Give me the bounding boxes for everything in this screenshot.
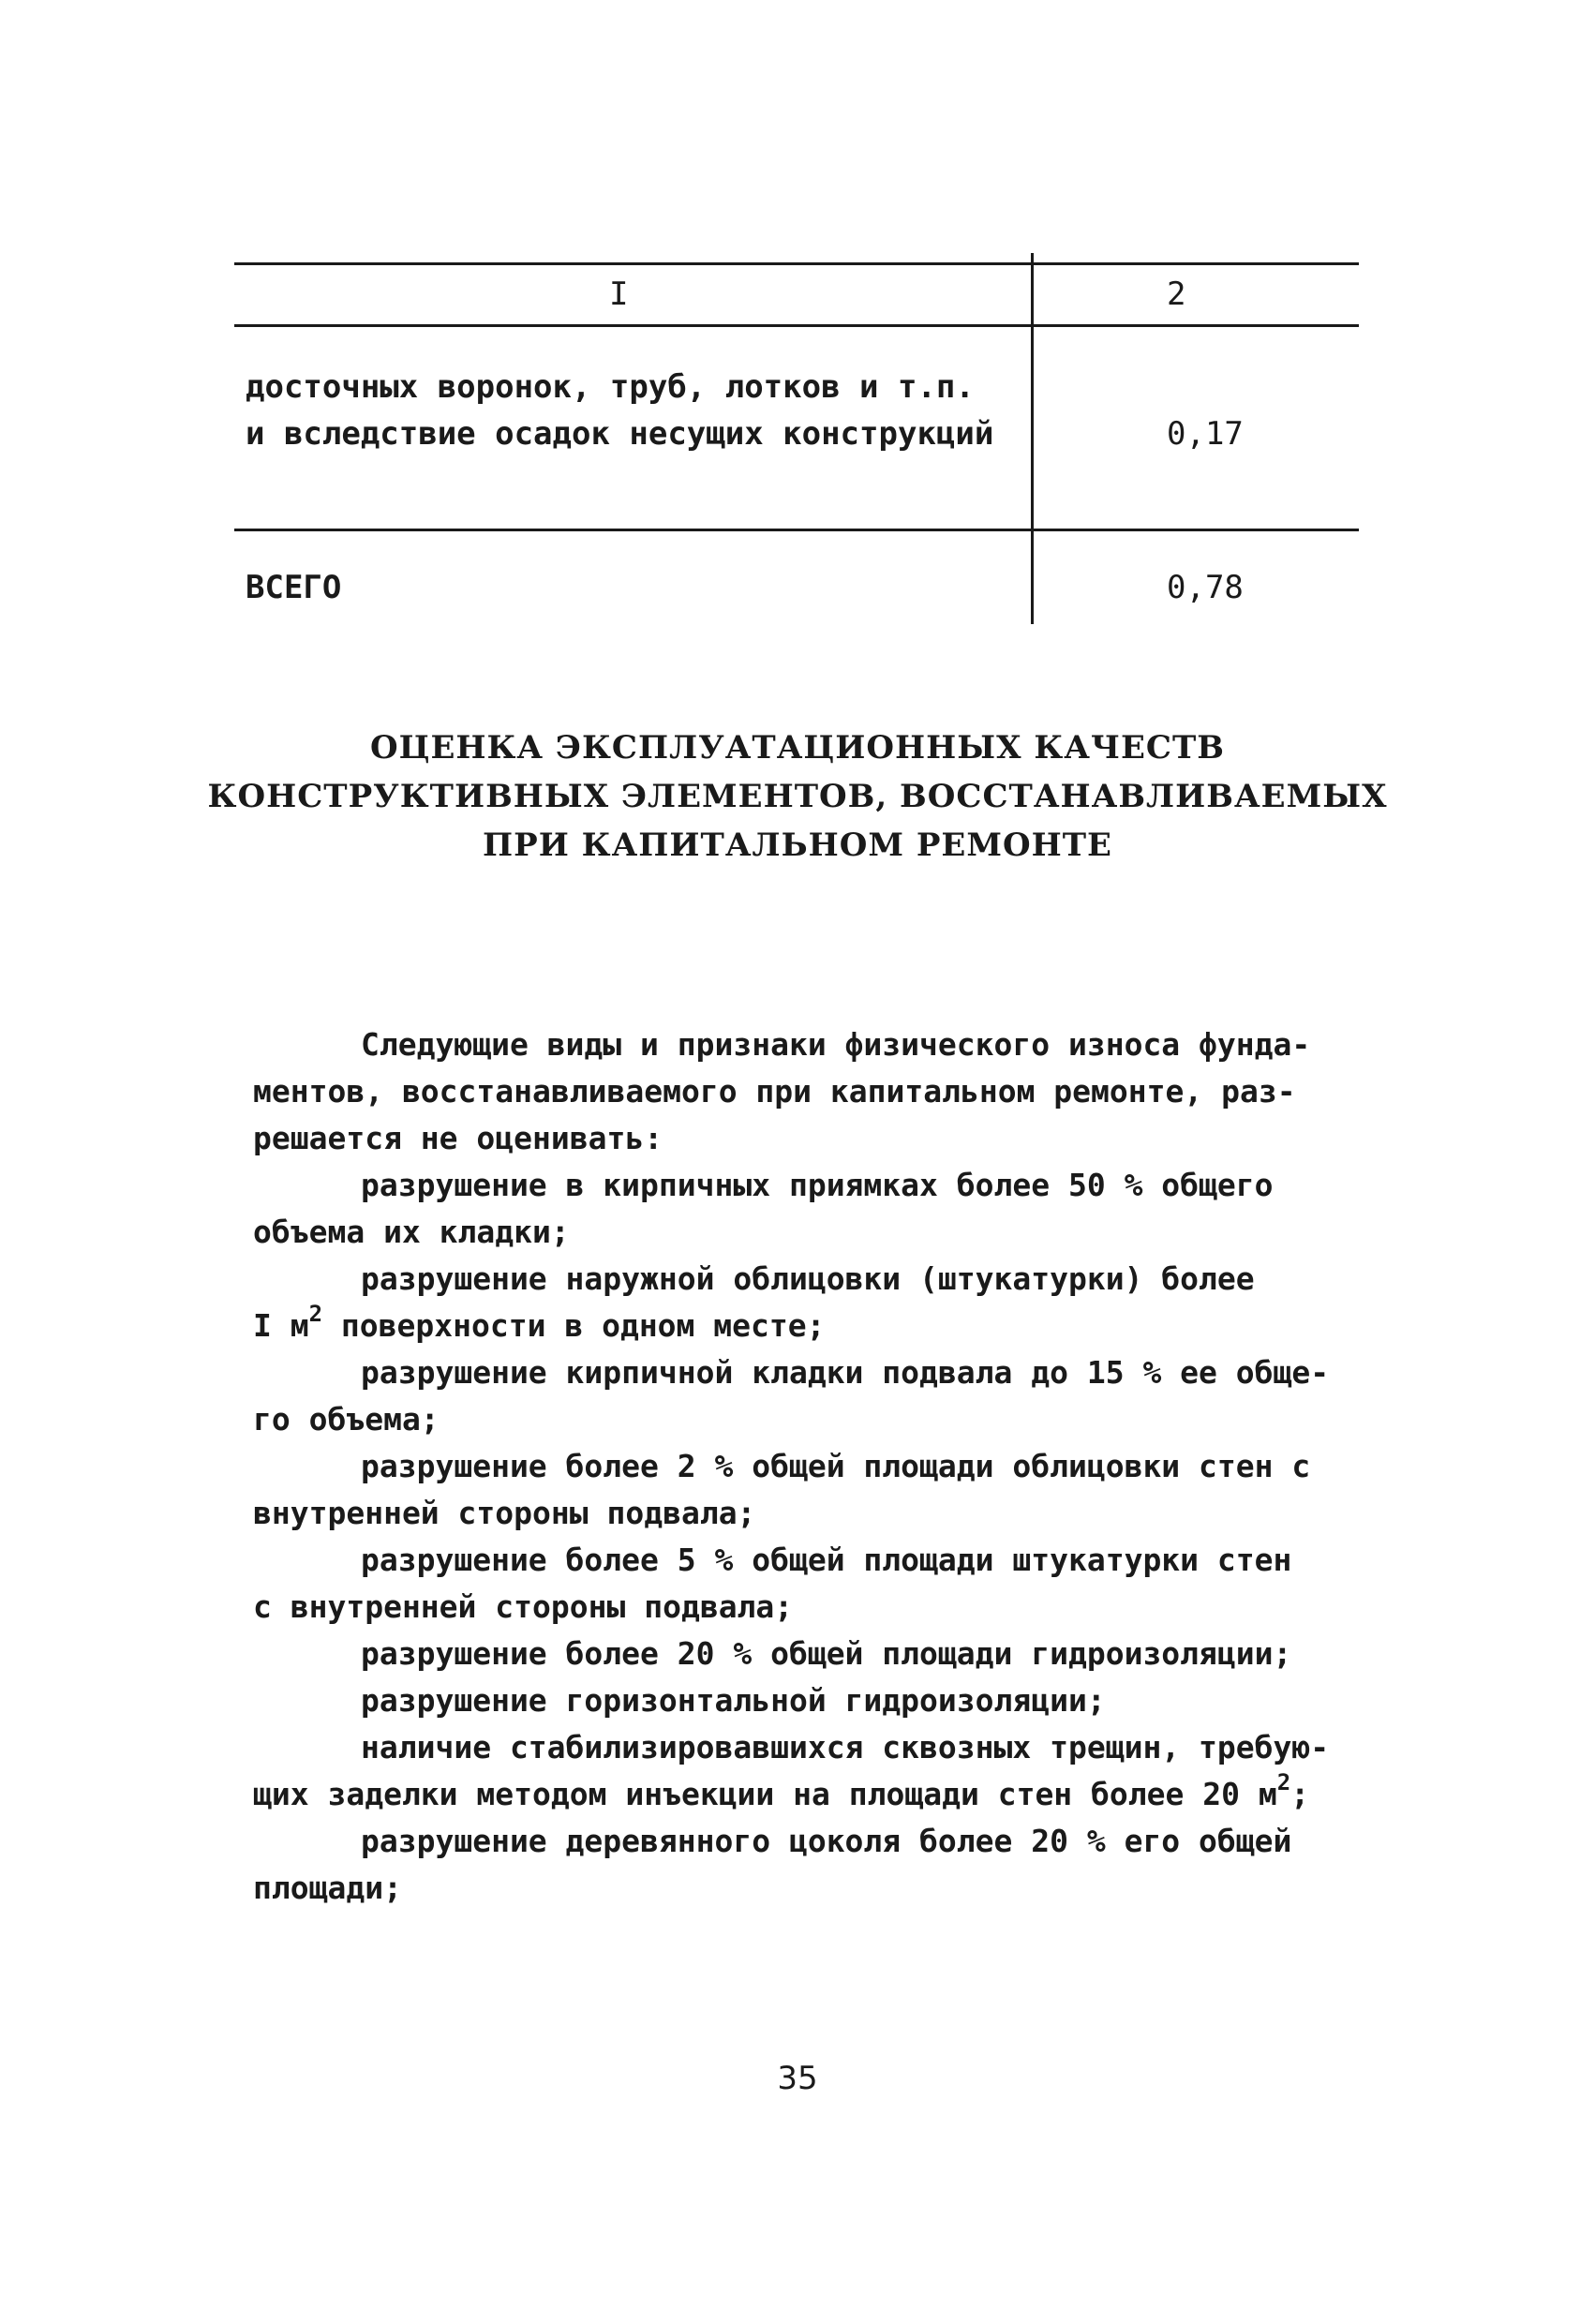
body-line-part: I м xyxy=(253,1307,309,1344)
table-row-text-line-1: досточных воронок, труб, лотков и т.п. xyxy=(246,368,975,406)
body-line: объема их кладки; xyxy=(253,1214,570,1250)
table-total-rule xyxy=(234,529,1359,531)
body-line: решается не оценивать: xyxy=(253,1120,663,1156)
body-line: разрушение более 2 % общей площади облицовки стен с xyxy=(361,1448,1311,1484)
body-line-part: щих заделки методом инъекции на площади стен более 20 м xyxy=(253,1776,1277,1812)
column-header-2: 2 xyxy=(1167,276,1186,313)
body-line xyxy=(253,1303,1378,1349)
body-line-part: ; xyxy=(1290,1776,1310,1812)
body-line: площади; xyxy=(253,1870,402,1906)
body-line: разрушение более 5 % общей площади штукатурки стен xyxy=(361,1542,1292,1578)
table-header-rule xyxy=(234,324,1359,327)
body-line: разрушение в кирпичных приямках более 50 % общего xyxy=(361,1167,1274,1203)
body-line: наличие стабилизировавшихся сквозных трещин, требую- xyxy=(361,1729,1330,1765)
body-line: разрушение горизонтальной гидроизоляции; xyxy=(361,1682,1106,1719)
body-line: разрушение более 20 % общей площади гидроизоляции; xyxy=(361,1635,1292,1672)
body-text xyxy=(253,1021,1378,1912)
table-row-value: 0,17 xyxy=(1167,415,1244,453)
table-total-label: ВСЕГО xyxy=(246,569,342,606)
page-number: 35 xyxy=(777,2060,818,2097)
column-header-1: I xyxy=(609,276,629,313)
table-total-value: 0,78 xyxy=(1167,569,1244,606)
table-column-divider xyxy=(1031,253,1034,624)
body-line: ментов, восстанавливаемого при капитальном ремонте, раз- xyxy=(253,1073,1296,1110)
heading-line-3: ПРИ КАПИТАЛЬНОМ РЕМОНТЕ xyxy=(483,827,1112,864)
body-line: разрушение наружной облицовки (штукатурки) более xyxy=(361,1260,1255,1297)
table-top-rule xyxy=(234,262,1359,265)
body-line-part: поверхности в одном месте; xyxy=(322,1307,826,1344)
superscript: 2 xyxy=(1276,1769,1291,1795)
body-line: разрушение кирпичной кладки подвала до 15 % ее обще- xyxy=(361,1354,1330,1391)
body-line: разрушение деревянного цоколя более 20 % его общей xyxy=(361,1823,1292,1859)
body-line: с внутренней стороны подвала; xyxy=(253,1588,794,1625)
body-line xyxy=(253,1771,1378,1818)
section-heading xyxy=(0,723,1595,870)
body-line: го объема; xyxy=(253,1401,440,1438)
heading-line-1: ОЦЕНКА ЭКСПЛУАТАЦИОННЫХ КАЧЕСТВ xyxy=(369,729,1226,767)
superscript: 2 xyxy=(308,1301,323,1327)
table-fragment xyxy=(234,253,1359,628)
heading-line-2: КОНСТРУКТИВНЫХ ЭЛЕМЕНТОВ, ВОССТАНАВЛИВАЕМЫХ xyxy=(207,778,1388,815)
body-line: внутренней стороны подвала; xyxy=(253,1495,756,1531)
body-line: Следующие виды и признаки физического износа фунда- xyxy=(361,1026,1311,1063)
table-row-text-line-2: и вследствие осадок несущих конструкций xyxy=(246,415,994,453)
